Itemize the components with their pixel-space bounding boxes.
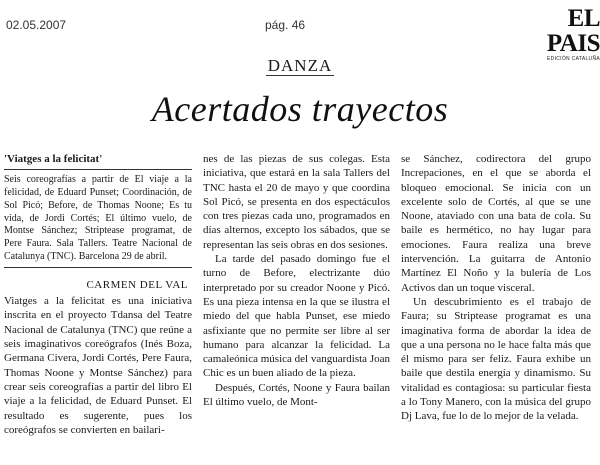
paragraph: nes de las piezas de sus colegas. Esta iniciativa, que estará en la sala Tallers del TNC hasta el 20 de mayo y que coordina Sol Picó, se presenta en dos espectáculos con tres piezas cada uno, programados en días alternos, excepto los sábados, que se representan las seis obras en dos sesiones. — [203, 153, 390, 251]
page-number: pág. 46 — [265, 18, 306, 32]
headline: Acertados trayectos — [151, 89, 449, 129]
byline: CARMEN DEL VAL — [86, 278, 188, 291]
paragraph: se Sánchez, codirectora del grupo Increpaciones, en el que se aborda el bloqueo emocional. Se inicia con un excelente solo de Cortés, al que se une Noone, ataviado con una bata de cola. Su baile es hermético, no hay lugar para emociones. Faura realiza una breve intervención. La guitarra de Antonio Martínez El Noño y la bulería de Los Activos dan un toque visceral. — [401, 153, 591, 294]
fact-box-title: 'Viatges a la felicitat' — [4, 152, 192, 170]
fact-box — [4, 152, 192, 268]
logo-edition: EDICIÓN CATALUÑA — [547, 56, 600, 62]
paragraph: Un descubrimiento es el trabajo de Faura; su Striptease programat es una imaginativa forma de abordar la idea de que a una persona no le hace falta más que él mismo para ser feliz. Faura exhibe un baile que destila energía y dinamismo. Su vitalidad es contagiosa: su particular fiesta a lo Tony Manero, con la música del grupo Dj Lava, fue lo de lo mejor de la velada. — [401, 295, 591, 423]
newspaper-logo — [514, 6, 600, 62]
section-label — [0, 56, 600, 76]
article-column-3 — [401, 152, 591, 424]
publication-date: 02.05.2007 — [6, 18, 67, 32]
article-column-2 — [203, 152, 390, 409]
logo-name: EL PAIS — [546, 5, 600, 57]
paragraph: La tarde del pasado domingo fue el turno de Before, electrizante dúo interpretado por su creador Noone y Picó. Es una pieza intensa en la que se ilustra el miedo del que habla Punset, ese miedo asfixiante que no permite ser libre al ser humano para alcanzar la felicidad. La camaleónica música del vanguardista Joan Chic es un buen aliado de la pieza. — [203, 253, 390, 380]
paragraph: Viatges a la felicitat es una iniciativa inscrita en el proyecto Tdansa del Teatre Nacional de Catalunya (TNC) que reúne a seis imaginativos coreógrafos (Inés Boza, Germana Civera, Jordi Cortés, Pere Faura, Thomas Noone y Montse Sánchez) para crear seis coreografías a partir del libro El viaje a la felicidad, de Eduard Punset. El resultado es sugerente, pues los coreógrafos se convierten en bailari- — [4, 295, 192, 436]
fact-box-body: Seis coreografías a partir de El viaje a la felicidad, de Eduard Punset; Coordinación, de Sol Picó; Before, de Thomas Noone; Es tu vida, de Jordi Cortés; El último vuelo, de Montse Sánchez; Striptease programat, de Pere Faura. Sala Tallers. Teatre Nacional de Catalunya (TNC). Barcelona 29 de abril. — [4, 170, 192, 268]
article-column-1 — [4, 152, 192, 437]
paragraph: Después, Cortés, Noone y Faura bailan El último vuelo, de Mont- — [203, 381, 390, 409]
section-title: DANZA — [267, 56, 333, 75]
